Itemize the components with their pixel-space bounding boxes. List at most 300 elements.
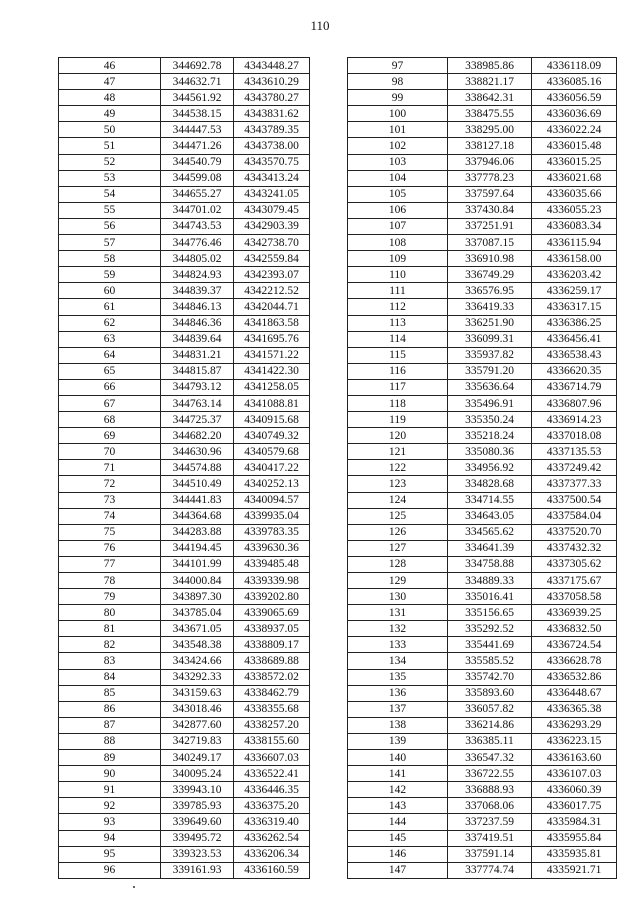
- y-coordinate-cell: 4336628.78: [532, 653, 617, 669]
- table-row: [59, 717, 310, 733]
- x-coordinate-cell: 335893.60: [448, 685, 532, 701]
- point-number-cell: 94: [59, 830, 161, 846]
- point-number-cell: 114: [348, 331, 448, 347]
- table-row: [348, 74, 617, 90]
- x-coordinate-cell: 337237.59: [448, 814, 532, 830]
- table-row: [59, 170, 310, 186]
- y-coordinate-cell: 4337175.67: [532, 573, 617, 589]
- x-coordinate-cell: 344283.88: [161, 524, 234, 540]
- table-row: [348, 814, 617, 830]
- table-row: [59, 637, 310, 653]
- point-number-cell: 97: [348, 58, 448, 74]
- point-number-cell: 77: [59, 556, 161, 572]
- table-row: [59, 412, 310, 428]
- y-coordinate-cell: 4336015.48: [532, 138, 617, 154]
- y-coordinate-cell: 4340915.68: [234, 412, 310, 428]
- x-coordinate-cell: 336099.31: [448, 331, 532, 347]
- table-row: [348, 766, 617, 782]
- x-coordinate-cell: 336214.86: [448, 717, 532, 733]
- table-row: [59, 766, 310, 782]
- point-number-cell: 93: [59, 814, 161, 830]
- table-row: [348, 717, 617, 733]
- x-coordinate-cell: 339649.60: [161, 814, 234, 830]
- y-coordinate-cell: 4339065.69: [234, 605, 310, 621]
- point-number-cell: 52: [59, 154, 161, 170]
- x-coordinate-cell: 335350.24: [448, 412, 532, 428]
- x-coordinate-cell: 339495.72: [161, 830, 234, 846]
- point-number-cell: 63: [59, 331, 161, 347]
- x-coordinate-cell: 344471.26: [161, 138, 234, 154]
- y-coordinate-cell: 4342559.84: [234, 251, 310, 267]
- point-number-cell: 140: [348, 750, 448, 766]
- x-coordinate-cell: 338821.17: [448, 74, 532, 90]
- y-coordinate-cell: 4336914.23: [532, 412, 617, 428]
- y-coordinate-cell: 4341258.05: [234, 379, 310, 395]
- point-number-cell: 95: [59, 846, 161, 862]
- y-coordinate-cell: 4340579.68: [234, 444, 310, 460]
- point-number-cell: 143: [348, 798, 448, 814]
- point-number-cell: 88: [59, 733, 161, 749]
- table-row: [348, 540, 617, 556]
- table-row: [348, 669, 617, 685]
- table-row: [348, 218, 617, 234]
- table-row: [59, 685, 310, 701]
- table-row: [348, 685, 617, 701]
- x-coordinate-cell: 344831.21: [161, 347, 234, 363]
- x-coordinate-cell: 344839.64: [161, 331, 234, 347]
- x-coordinate-cell: 344805.02: [161, 251, 234, 267]
- x-coordinate-cell: 344725.37: [161, 412, 234, 428]
- x-coordinate-cell: 337591.14: [448, 846, 532, 862]
- table-row: [348, 331, 617, 347]
- y-coordinate-cell: 4343079.45: [234, 202, 310, 218]
- point-number-cell: 64: [59, 347, 161, 363]
- y-coordinate-cell: 4341088.81: [234, 395, 310, 411]
- y-coordinate-cell: 4336386.25: [532, 315, 617, 331]
- x-coordinate-cell: 344630.96: [161, 444, 234, 460]
- x-coordinate-cell: 338295.00: [448, 122, 532, 138]
- point-number-cell: 147: [348, 862, 448, 878]
- point-number-cell: 126: [348, 524, 448, 540]
- table-row: [348, 862, 617, 878]
- point-number-cell: 104: [348, 170, 448, 186]
- x-coordinate-cell: 336547.32: [448, 750, 532, 766]
- y-coordinate-cell: 4342212.52: [234, 283, 310, 299]
- x-coordinate-cell: 344763.14: [161, 395, 234, 411]
- x-coordinate-cell: 343785.04: [161, 605, 234, 621]
- x-coordinate-cell: 344682.20: [161, 428, 234, 444]
- x-coordinate-cell: 344701.02: [161, 202, 234, 218]
- point-number-cell: 123: [348, 476, 448, 492]
- y-coordinate-cell: 4336163.60: [532, 750, 617, 766]
- point-number-cell: 83: [59, 653, 161, 669]
- x-coordinate-cell: 335080.36: [448, 444, 532, 460]
- y-coordinate-cell: 4336456.41: [532, 331, 617, 347]
- table-row: [348, 90, 617, 106]
- table-row: [59, 235, 310, 251]
- point-number-cell: 55: [59, 202, 161, 218]
- table-row: [59, 90, 310, 106]
- y-coordinate-cell: 4338572.02: [234, 669, 310, 685]
- x-coordinate-cell: 344776.46: [161, 235, 234, 251]
- table-row: [59, 74, 310, 90]
- y-coordinate-cell: 4336107.03: [532, 766, 617, 782]
- x-coordinate-cell: 340249.17: [161, 750, 234, 766]
- table-row: [348, 170, 617, 186]
- point-number-cell: 68: [59, 412, 161, 428]
- table-row: [59, 782, 310, 798]
- table-row: [348, 556, 617, 572]
- point-number-cell: 106: [348, 202, 448, 218]
- point-number-cell: 90: [59, 766, 161, 782]
- point-number-cell: 144: [348, 814, 448, 830]
- y-coordinate-cell: 4337018.08: [532, 428, 617, 444]
- x-coordinate-cell: 336419.33: [448, 299, 532, 315]
- table-row: [59, 798, 310, 814]
- table-row: [59, 251, 310, 267]
- table-row: [348, 412, 617, 428]
- y-coordinate-cell: 4336035.66: [532, 186, 617, 202]
- table-row: [59, 701, 310, 717]
- table-row: [348, 701, 617, 717]
- table-row: [59, 444, 310, 460]
- point-number-cell: 82: [59, 637, 161, 653]
- table-row: [348, 830, 617, 846]
- y-coordinate-cell: 4336085.16: [532, 74, 617, 90]
- table-row: [348, 846, 617, 862]
- x-coordinate-cell: 343671.05: [161, 621, 234, 637]
- point-number-cell: 119: [348, 412, 448, 428]
- table-row: [348, 444, 617, 460]
- table-row: [59, 605, 310, 621]
- y-coordinate-cell: 4336532.86: [532, 669, 617, 685]
- table-row: [59, 540, 310, 556]
- x-coordinate-cell: 344447.53: [161, 122, 234, 138]
- table-row: [348, 573, 617, 589]
- x-coordinate-cell: 343292.33: [161, 669, 234, 685]
- point-number-cell: 98: [348, 74, 448, 90]
- y-coordinate-cell: 4341695.76: [234, 331, 310, 347]
- x-coordinate-cell: 337774.74: [448, 862, 532, 878]
- point-number-cell: 135: [348, 669, 448, 685]
- x-coordinate-cell: 340095.24: [161, 766, 234, 782]
- table-row: [59, 589, 310, 605]
- table-row: [59, 283, 310, 299]
- table-row: [348, 235, 617, 251]
- x-coordinate-cell: 334641.39: [448, 540, 532, 556]
- table-row: [59, 830, 310, 846]
- table-row: [348, 733, 617, 749]
- point-number-cell: 60: [59, 283, 161, 299]
- y-coordinate-cell: 4336160.59: [234, 862, 310, 878]
- table-row: [348, 202, 617, 218]
- point-number-cell: 118: [348, 395, 448, 411]
- point-number-cell: 138: [348, 717, 448, 733]
- y-coordinate-cell: 4336158.00: [532, 251, 617, 267]
- x-coordinate-cell: 335496.91: [448, 395, 532, 411]
- x-coordinate-cell: 343018.46: [161, 701, 234, 717]
- y-coordinate-cell: 4337432.32: [532, 540, 617, 556]
- point-number-cell: 146: [348, 846, 448, 862]
- table-row: [59, 492, 310, 508]
- table-row: [348, 299, 617, 315]
- point-number-cell: 120: [348, 428, 448, 444]
- point-number-cell: 61: [59, 299, 161, 315]
- x-coordinate-cell: 335441.69: [448, 637, 532, 653]
- y-coordinate-cell: 4340417.22: [234, 460, 310, 476]
- x-coordinate-cell: 334714.55: [448, 492, 532, 508]
- y-coordinate-cell: 4339783.35: [234, 524, 310, 540]
- table-row: [348, 58, 617, 74]
- x-coordinate-cell: 344655.27: [161, 186, 234, 202]
- table-row: [59, 154, 310, 170]
- y-coordinate-cell: 4343570.75: [234, 154, 310, 170]
- table-row: [348, 428, 617, 444]
- point-number-cell: 51: [59, 138, 161, 154]
- table-row: [348, 395, 617, 411]
- table-row: [59, 138, 310, 154]
- y-coordinate-cell: 4343413.24: [234, 170, 310, 186]
- point-number-cell: 132: [348, 621, 448, 637]
- y-coordinate-cell: 4337377.33: [532, 476, 617, 492]
- point-number-cell: 65: [59, 363, 161, 379]
- y-coordinate-cell: 4336015.25: [532, 154, 617, 170]
- y-coordinate-cell: 4336060.39: [532, 782, 617, 798]
- x-coordinate-cell: 343548.38: [161, 637, 234, 653]
- table-row: [59, 460, 310, 476]
- y-coordinate-cell: 4343789.35: [234, 122, 310, 138]
- table-row: [348, 653, 617, 669]
- y-coordinate-cell: 4343448.27: [234, 58, 310, 74]
- x-coordinate-cell: 337430.84: [448, 202, 532, 218]
- point-number-cell: 56: [59, 218, 161, 234]
- y-coordinate-cell: 4338689.88: [234, 653, 310, 669]
- point-number-cell: 49: [59, 106, 161, 122]
- x-coordinate-cell: 338127.18: [448, 138, 532, 154]
- y-coordinate-cell: 4337520.70: [532, 524, 617, 540]
- y-coordinate-cell: 4336375.20: [234, 798, 310, 814]
- point-number-cell: 130: [348, 589, 448, 605]
- x-coordinate-cell: 344599.08: [161, 170, 234, 186]
- y-coordinate-cell: 4336446.35: [234, 782, 310, 798]
- point-number-cell: 50: [59, 122, 161, 138]
- table-row: [348, 251, 617, 267]
- point-number-cell: 46: [59, 58, 161, 74]
- y-coordinate-cell: 4341422.30: [234, 363, 310, 379]
- point-number-cell: 116: [348, 363, 448, 379]
- x-coordinate-cell: 344846.13: [161, 299, 234, 315]
- table-row: [348, 750, 617, 766]
- x-coordinate-cell: 344574.88: [161, 460, 234, 476]
- y-coordinate-cell: 4341863.58: [234, 315, 310, 331]
- x-coordinate-cell: 336251.90: [448, 315, 532, 331]
- x-coordinate-cell: 338985.86: [448, 58, 532, 74]
- x-coordinate-cell: 338475.55: [448, 106, 532, 122]
- y-coordinate-cell: 4336714.79: [532, 379, 617, 395]
- y-coordinate-cell: 4338809.17: [234, 637, 310, 653]
- table-row: [348, 363, 617, 379]
- table-row: [348, 122, 617, 138]
- table-row: [348, 460, 617, 476]
- point-number-cell: 69: [59, 428, 161, 444]
- table-row: [59, 58, 310, 74]
- table-row: [59, 363, 310, 379]
- y-coordinate-cell: 4338155.60: [234, 733, 310, 749]
- point-number-cell: 99: [348, 90, 448, 106]
- point-number-cell: 74: [59, 508, 161, 524]
- y-coordinate-cell: 4336055.23: [532, 202, 617, 218]
- y-coordinate-cell: 4336056.59: [532, 90, 617, 106]
- x-coordinate-cell: 344632.71: [161, 74, 234, 90]
- table-row: [59, 733, 310, 749]
- x-coordinate-cell: 344846.36: [161, 315, 234, 331]
- point-number-cell: 122: [348, 460, 448, 476]
- point-number-cell: 86: [59, 701, 161, 717]
- x-coordinate-cell: 337597.64: [448, 186, 532, 202]
- point-number-cell: 113: [348, 315, 448, 331]
- x-coordinate-cell: 336888.93: [448, 782, 532, 798]
- y-coordinate-cell: 4336262.54: [234, 830, 310, 846]
- y-coordinate-cell: 4336522.41: [234, 766, 310, 782]
- x-coordinate-cell: 344824.93: [161, 267, 234, 283]
- table-row: [59, 122, 310, 138]
- x-coordinate-cell: 343424.66: [161, 653, 234, 669]
- point-number-cell: 102: [348, 138, 448, 154]
- point-number-cell: 107: [348, 218, 448, 234]
- point-number-cell: 134: [348, 653, 448, 669]
- point-number-cell: 101: [348, 122, 448, 138]
- y-coordinate-cell: 4336939.25: [532, 605, 617, 621]
- table-row: [59, 299, 310, 315]
- table-row: [59, 750, 310, 766]
- table-row: [348, 186, 617, 202]
- y-coordinate-cell: 4336317.15: [532, 299, 617, 315]
- point-number-cell: 67: [59, 395, 161, 411]
- point-number-cell: 62: [59, 315, 161, 331]
- table-row: [59, 186, 310, 202]
- x-coordinate-cell: 339161.93: [161, 862, 234, 878]
- point-number-cell: 145: [348, 830, 448, 846]
- x-coordinate-cell: 344743.53: [161, 218, 234, 234]
- y-coordinate-cell: 4336607.03: [234, 750, 310, 766]
- y-coordinate-cell: 4335984.31: [532, 814, 617, 830]
- table-row: [348, 492, 617, 508]
- x-coordinate-cell: 334565.62: [448, 524, 532, 540]
- y-coordinate-cell: 4338462.79: [234, 685, 310, 701]
- x-coordinate-cell: 334643.05: [448, 508, 532, 524]
- x-coordinate-cell: 344441.83: [161, 492, 234, 508]
- x-coordinate-cell: 343159.63: [161, 685, 234, 701]
- point-number-cell: 75: [59, 524, 161, 540]
- point-number-cell: 58: [59, 251, 161, 267]
- table-row: [348, 106, 617, 122]
- x-coordinate-cell: 336385.11: [448, 733, 532, 749]
- table-row: [348, 347, 617, 363]
- table-row: [59, 862, 310, 878]
- point-number-cell: 125: [348, 508, 448, 524]
- point-number-cell: 129: [348, 573, 448, 589]
- point-number-cell: 115: [348, 347, 448, 363]
- table-row: [348, 637, 617, 653]
- y-coordinate-cell: 4336118.09: [532, 58, 617, 74]
- page-number: 110: [310, 18, 330, 33]
- point-number-cell: 136: [348, 685, 448, 701]
- y-coordinate-cell: 4337305.62: [532, 556, 617, 572]
- table-row: [348, 589, 617, 605]
- y-coordinate-cell: 4339630.36: [234, 540, 310, 556]
- y-coordinate-cell: 4335955.84: [532, 830, 617, 846]
- y-coordinate-cell: 4343241.05: [234, 186, 310, 202]
- point-number-cell: 103: [348, 154, 448, 170]
- table-row: [59, 653, 310, 669]
- point-number-cell: 142: [348, 782, 448, 798]
- point-number-cell: 109: [348, 251, 448, 267]
- point-number-cell: 80: [59, 605, 161, 621]
- table-row: [348, 798, 617, 814]
- x-coordinate-cell: 336722.55: [448, 766, 532, 782]
- point-number-cell: 72: [59, 476, 161, 492]
- y-coordinate-cell: 4337135.53: [532, 444, 617, 460]
- x-coordinate-cell: 334828.68: [448, 476, 532, 492]
- table-row: [59, 347, 310, 363]
- y-coordinate-cell: 4338937.05: [234, 621, 310, 637]
- point-number-cell: 71: [59, 460, 161, 476]
- x-coordinate-cell: 344538.15: [161, 106, 234, 122]
- y-coordinate-cell: 4336724.54: [532, 637, 617, 653]
- y-coordinate-cell: 4336206.34: [234, 846, 310, 862]
- y-coordinate-cell: 4341571.22: [234, 347, 310, 363]
- y-coordinate-cell: 4336036.69: [532, 106, 617, 122]
- x-coordinate-cell: 334758.88: [448, 556, 532, 572]
- point-number-cell: 87: [59, 717, 161, 733]
- table-row: [59, 106, 310, 122]
- point-number-cell: 47: [59, 74, 161, 90]
- point-number-cell: 59: [59, 267, 161, 283]
- x-coordinate-cell: 335016.41: [448, 589, 532, 605]
- point-number-cell: 79: [59, 589, 161, 605]
- x-coordinate-cell: 344692.78: [161, 58, 234, 74]
- y-coordinate-cell: 4342044.71: [234, 299, 310, 315]
- x-coordinate-cell: 339323.53: [161, 846, 234, 862]
- y-coordinate-cell: 4336083.34: [532, 218, 617, 234]
- y-coordinate-cell: 4336223.15: [532, 733, 617, 749]
- y-coordinate-cell: 4342393.07: [234, 267, 310, 283]
- y-coordinate-cell: 4336115.94: [532, 235, 617, 251]
- table-row: [348, 524, 617, 540]
- y-coordinate-cell: 4342903.39: [234, 218, 310, 234]
- table-row: [348, 315, 617, 331]
- y-coordinate-cell: 4342738.70: [234, 235, 310, 251]
- point-number-cell: 48: [59, 90, 161, 106]
- point-number-cell: 133: [348, 637, 448, 653]
- table-row: [59, 218, 310, 234]
- table-row: [348, 621, 617, 637]
- y-coordinate-cell: 4336620.35: [532, 363, 617, 379]
- point-number-cell: 66: [59, 379, 161, 395]
- coordinates-table-left: [58, 57, 310, 879]
- y-coordinate-cell: 4338257.20: [234, 717, 310, 733]
- y-coordinate-cell: 4335935.81: [532, 846, 617, 862]
- point-number-cell: 137: [348, 701, 448, 717]
- point-number-cell: 78: [59, 573, 161, 589]
- y-coordinate-cell: 4339202.80: [234, 589, 310, 605]
- point-number-cell: 117: [348, 379, 448, 395]
- table-row: [348, 782, 617, 798]
- point-number-cell: 92: [59, 798, 161, 814]
- x-coordinate-cell: 344510.49: [161, 476, 234, 492]
- x-coordinate-cell: 335585.52: [448, 653, 532, 669]
- table-row: [59, 476, 310, 492]
